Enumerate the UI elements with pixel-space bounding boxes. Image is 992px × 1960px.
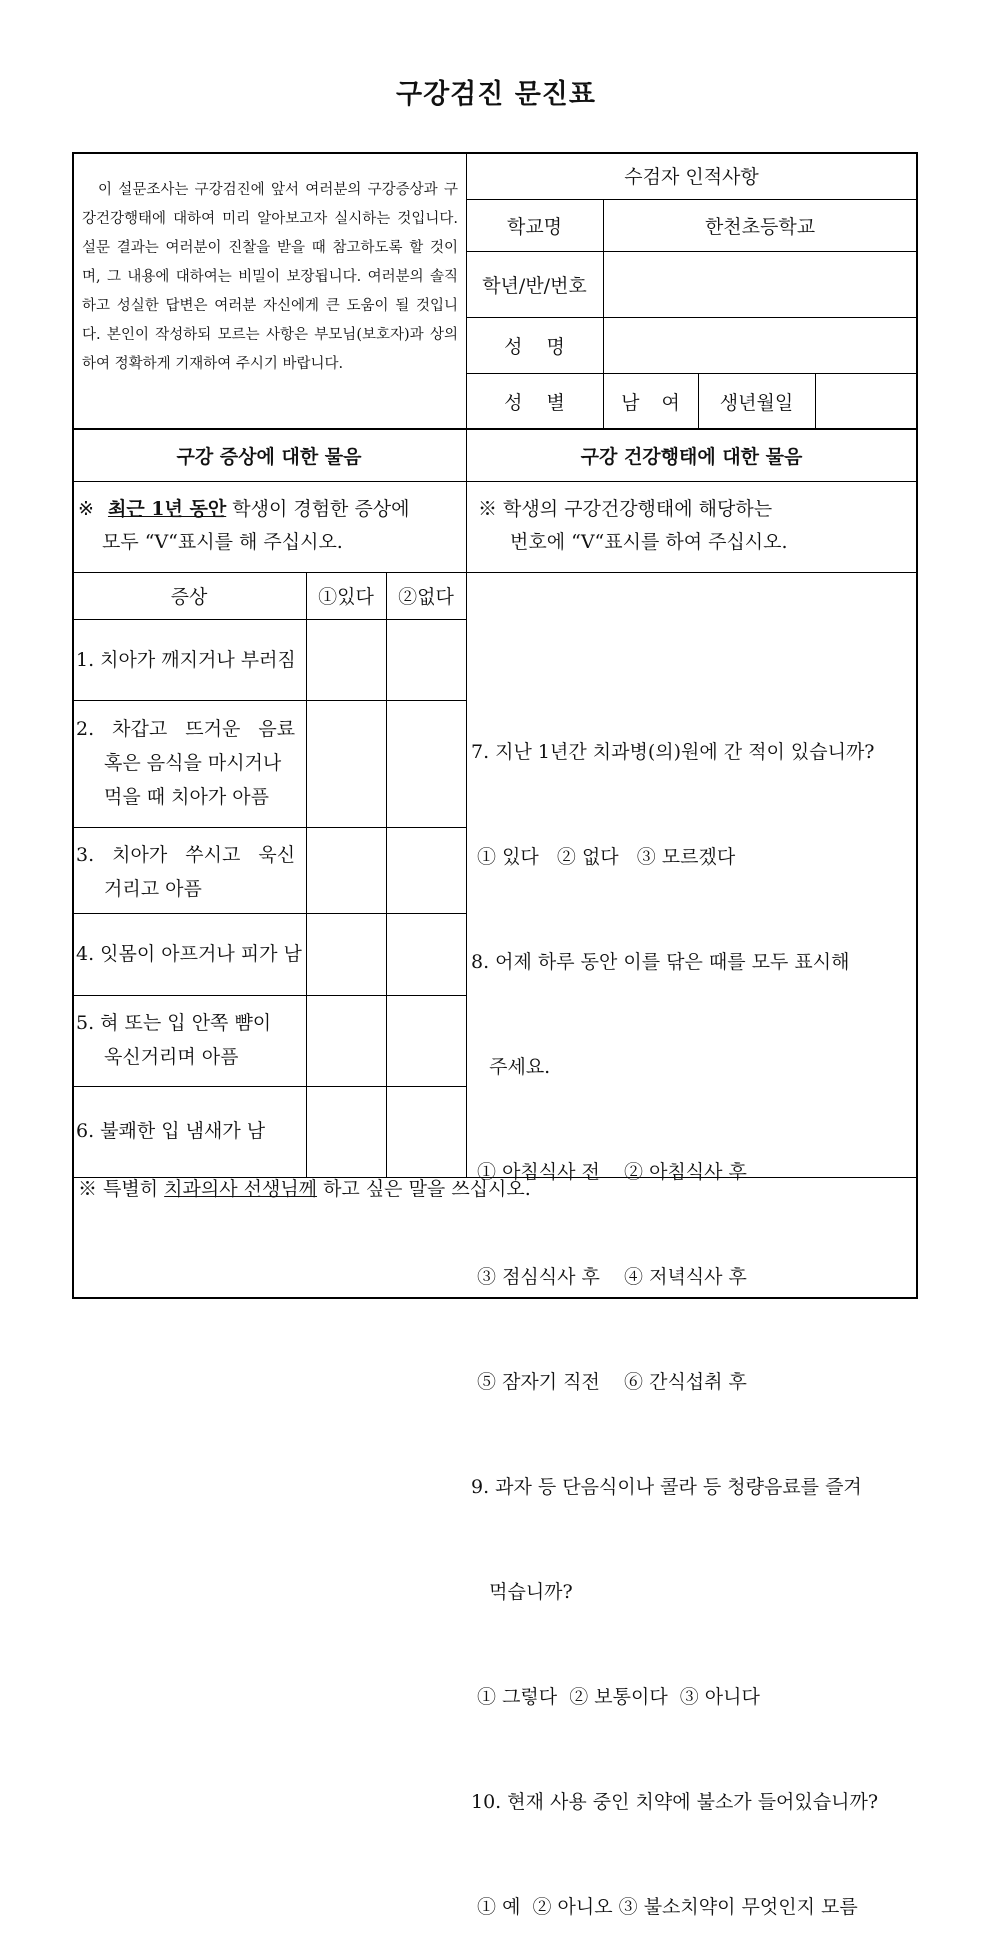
grade-input[interactable]	[604, 252, 916, 316]
birth-input[interactable]	[816, 374, 916, 428]
symptom-2-no-cell[interactable]	[387, 701, 466, 827]
grade-label: 학년/반/번호	[482, 274, 587, 297]
birth-label: 생년월일	[719, 391, 794, 414]
question-9-options[interactable]: ① 그렇다 ② 보통이다 ③ 아니다	[471, 1686, 760, 1708]
right-instruction-line2: 번호에 “V“표시를 하여 주십시오.	[510, 531, 788, 553]
right-instruction-line1: ※ 학생의 구강건강행태에 해당하는	[478, 498, 773, 520]
question-7-options[interactable]: ① 있다 ② 없다 ③ 모르겠다	[471, 846, 736, 868]
question-10: 10. 현재 사용 중인 치약에 불소가 들어있습니까?	[471, 1791, 879, 1813]
info-header: 수검자 인적사항	[624, 166, 759, 188]
right-section-header: 구강 건강행태에 대한 물음	[580, 445, 803, 468]
question-9-cont: 먹습니까?	[471, 1581, 573, 1603]
left-instruction	[78, 492, 464, 526]
symptom-1-yes-cell[interactable]	[307, 620, 386, 700]
footer-comment-area[interactable]	[74, 1210, 916, 1296]
symptom-2-yes-cell[interactable]	[307, 701, 386, 827]
sex-options[interactable]: 남 여	[621, 391, 680, 414]
symptom-1: 1. 치아가 깨지거나 부러짐	[76, 649, 296, 671]
col-symptom: 증상	[170, 586, 208, 608]
symptom-5-no-cell[interactable]	[387, 996, 466, 1086]
footer-rest: 하고 싶은 말을 쓰십시오.	[317, 1178, 531, 1200]
behavior-questions	[471, 665, 915, 1960]
question-7: 7. 지난 1년간 치과병(의)원에 간 적이 있습니까?	[471, 741, 875, 763]
col-yes: ①있다	[318, 586, 374, 608]
name-label: 성 명	[504, 335, 565, 358]
question-8-cont: 주세요.	[471, 1056, 551, 1078]
symptom-4-no-cell[interactable]	[387, 914, 466, 995]
question-8-options-1[interactable]: ① 아침식사 전 ② 아침식사 후	[471, 1161, 747, 1183]
symptom-1-no-cell[interactable]	[387, 620, 466, 700]
symptom-4-yes-cell[interactable]	[307, 914, 386, 995]
instr-emphasis: 최근 1년 동안	[107, 498, 227, 520]
symptom-6-no-cell[interactable]	[387, 1087, 466, 1177]
page-title: 구강검진 문진표	[396, 79, 596, 110]
symptom-6: 6. 불쾌한 입 냄새가 남	[76, 1120, 266, 1142]
symptom-5-yes-cell[interactable]	[307, 996, 386, 1086]
question-8-options-3[interactable]: ⑤ 잠자기 직전 ⑥ 간식섭취 후	[471, 1371, 747, 1393]
left-section-header: 구강 증상에 대한 물음	[176, 445, 362, 468]
question-8-options-2[interactable]: ③ 점심식사 후 ④ 저녁식사 후	[471, 1266, 747, 1288]
footer-note	[78, 1172, 908, 1206]
symptom-6-yes-cell[interactable]	[307, 1087, 386, 1177]
sex-label: 성 별	[504, 391, 565, 414]
footer-emphasis: 치과의사 선생님께	[164, 1178, 318, 1200]
instr-rest: 학생이 경험한 증상에	[226, 498, 410, 520]
school-label: 학교명	[506, 215, 563, 238]
school-value[interactable]: 한천초등학교	[704, 215, 816, 238]
symptom-2: 2. 차갑고 뜨거운 음료 혹은 음식을 마시거나 먹을 때 치아가 아픔	[76, 718, 296, 808]
symptom-3-yes-cell[interactable]	[307, 828, 386, 913]
footer-mark: ※ 특별히	[78, 1178, 165, 1200]
left-instruction-line2: 모두 “V“표시를 해 주십시오.	[102, 531, 343, 553]
question-9: 9. 과자 등 단음식이나 콜라 등 청량음료를 즐겨	[471, 1476, 862, 1498]
intro-text: 이 설문조사는 구강검진에 앞서 여러분의 구강증상과 구강건강행태에 대하여 미리 알아보고자 실시하는 것입니다. 설문 결과는 여러분이 진찰을 받을 때 참고하도록 할 것이며, 그 내용에 대하여는 비밀이 보장됩니다. 여러분의 솔직하고 성실한 답변은 여러분 자신에게 큰 도움이 될 것입니다. 본인이 작성하되 모르는 사항은 부모님(보호자)과 상의하여 정확하게 기재하여 주시기 바랍니다.	[82, 182, 458, 372]
col-no: ②없다	[398, 586, 454, 608]
note-mark: ※	[78, 498, 94, 520]
name-input[interactable]	[604, 318, 916, 372]
symptom-4: 4. 잇몸이 아프거나 피가 남	[76, 943, 302, 965]
question-10-options[interactable]: ① 예 ② 아니오 ③ 불소치약이 무엇인지 모름	[471, 1896, 858, 1918]
symptom-5: 5. 혀 또는 입 안쪽 뺨이 욱신거리며 아픔	[76, 1012, 272, 1068]
symptom-3: 3. 치아가 쑤시고 욱신 거리고 아픔	[76, 844, 296, 900]
symptom-3-no-cell[interactable]	[387, 828, 466, 913]
divider	[72, 481, 918, 482]
question-8: 8. 어제 하루 동안 이를 닦은 때를 모두 표시해	[471, 951, 850, 973]
